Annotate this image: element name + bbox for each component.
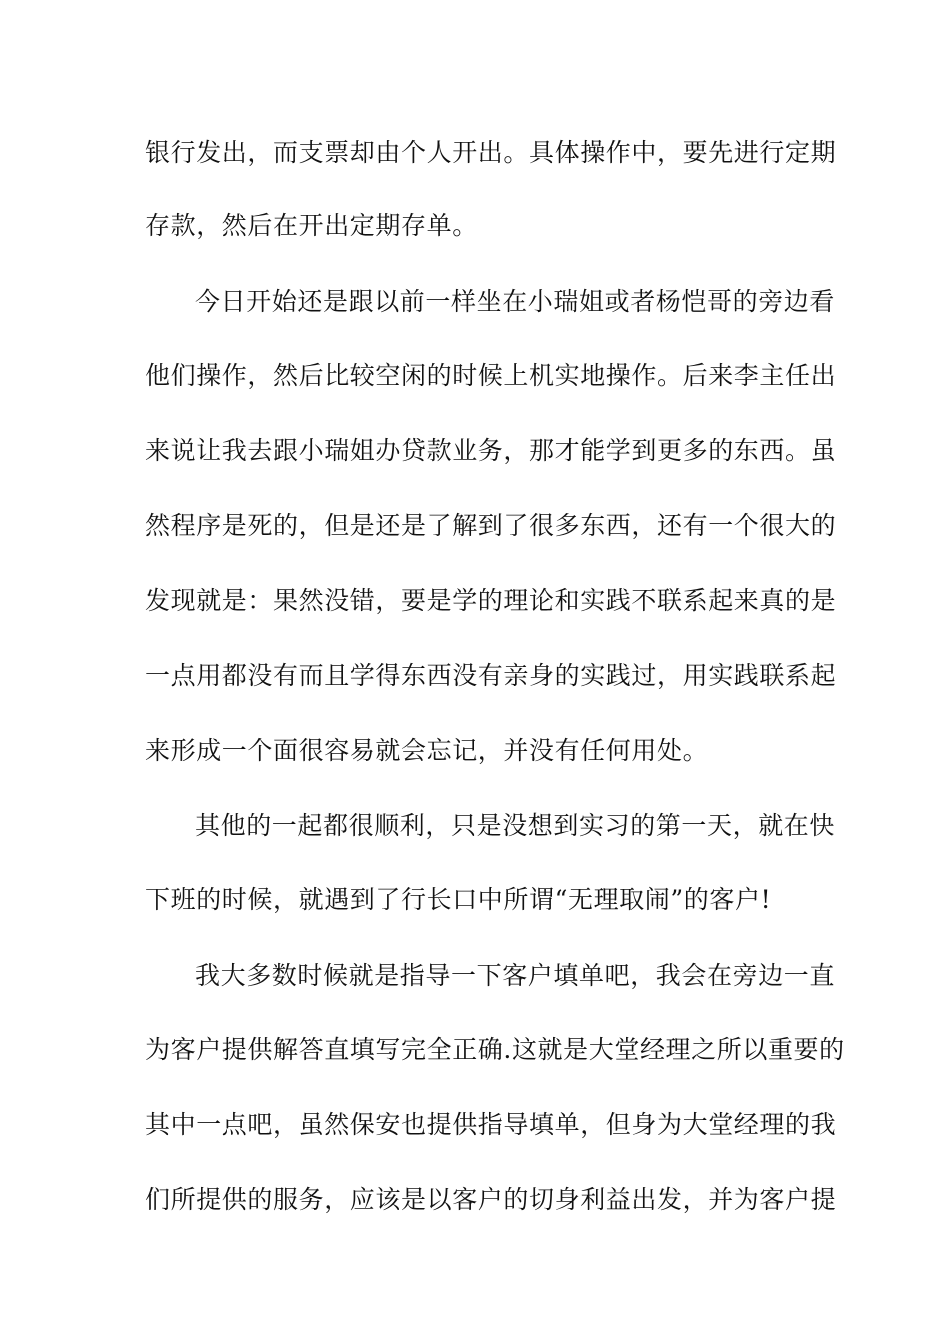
text-line-5: 来说让我去跟小瑞姐办贷款业务，那才能学到更多的东西。虽 — [145, 436, 837, 465]
text-line-14: 其中一点吧，虽然保安也提供指导填单，但身为大堂经理的我 — [145, 1110, 837, 1139]
text-line-4: 他们操作，然后比较空闲的时候上机实地操作。后来李主任出 — [145, 361, 837, 390]
paragraph-start-line-12: 我大多数时候就是指导一下客户填单吧，我会在旁边一直 — [195, 961, 836, 990]
text-line-2: 存款，然后在开出定期存单。 — [145, 211, 478, 240]
text-line-15: 们所提供的服务，应该是以客户的切身利益出发，并为客户提 — [145, 1185, 837, 1214]
text-line-11: 下班的时候，就遇到了行长口中所谓“无理取闹”的客户! — [145, 885, 772, 914]
text-line-13: 为客户提供解答直填写完全正确.这就是大堂经理之所以重要的 — [145, 1035, 845, 1064]
paragraph-start-line-10: 其他的一起都很顺利，只是没想到实习的第一天，就在快 — [195, 811, 836, 840]
text-line-6: 然程序是死的，但是还是了解到了很多东西，还有一个很大的 — [145, 511, 837, 540]
text-line-9: 来形成一个面很容易就会忘记，并没有任何用处。 — [145, 736, 709, 765]
text-line-1: 银行发出，而支票却由个人开出。具体操作中，要先进行定期 — [145, 138, 837, 167]
text-line-8: 一点用都没有而且学得东西没有亲身的实践过，用实践联系起 — [145, 661, 837, 690]
paragraph-start-line-3: 今日开始还是跟以前一样坐在小瑞姐或者杨恺哥的旁边看 — [195, 287, 836, 316]
text-line-7: 发现就是：果然没错，要是学的理论和实践不联系起来真的是 — [145, 586, 837, 615]
